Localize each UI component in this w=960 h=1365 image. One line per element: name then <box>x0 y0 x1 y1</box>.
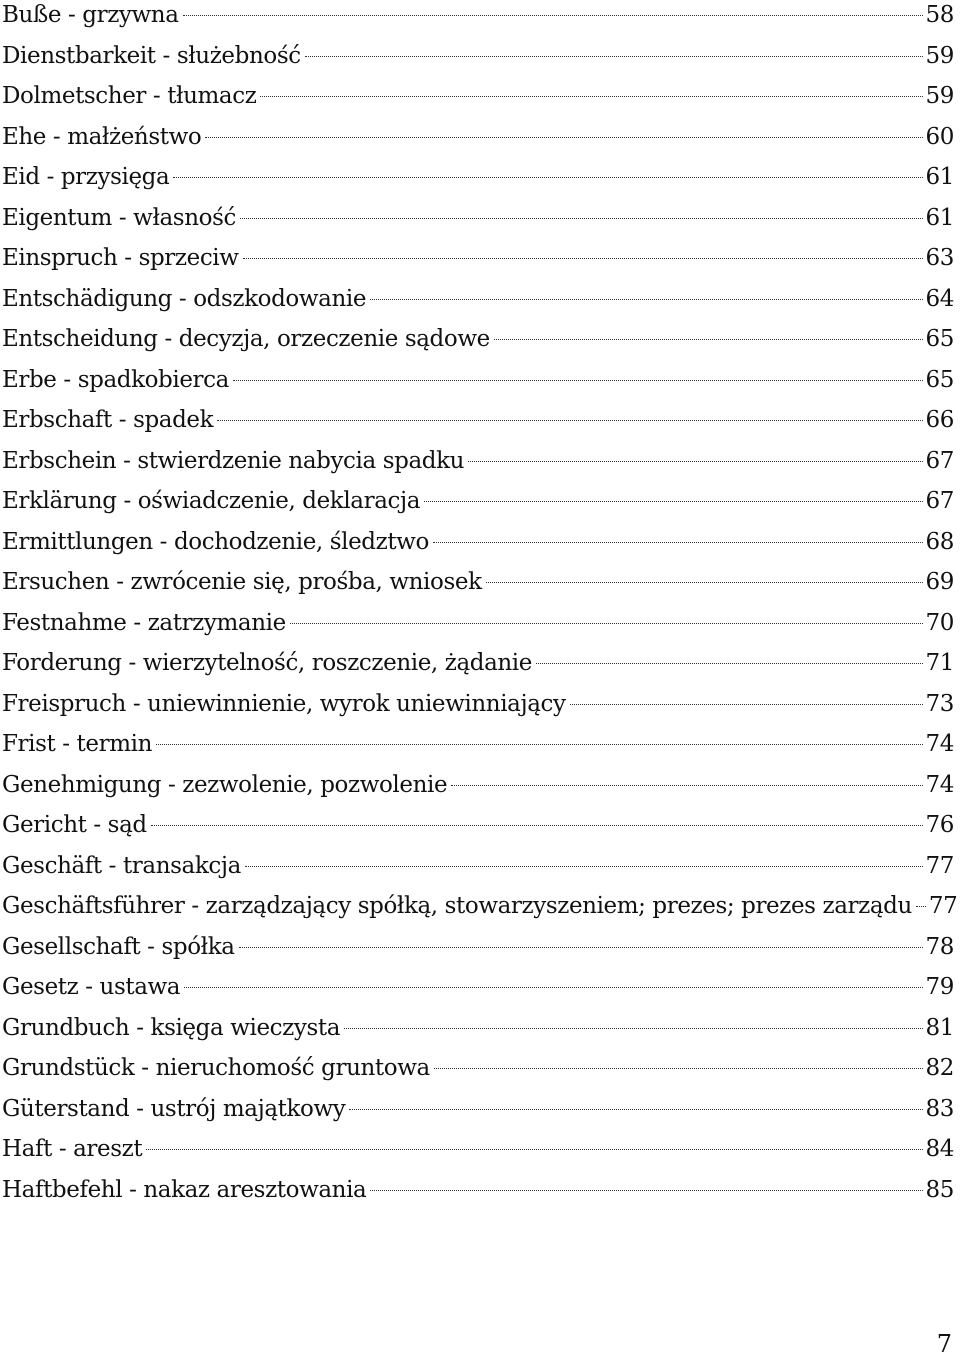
toc-term: Gesellschaft - spółka <box>2 933 235 960</box>
toc-page-number: 65 <box>925 326 954 352</box>
dot-leader <box>305 56 923 57</box>
toc-page-number: 58 <box>925 2 954 28</box>
dot-leader <box>184 987 922 988</box>
toc-entry <box>2 324 954 365</box>
toc-entry <box>2 365 954 406</box>
toc-page-number: 65 <box>925 366 954 393</box>
toc-term: Grundbuch - księga wieczysta <box>2 1014 341 1041</box>
dot-leader <box>424 501 922 502</box>
toc-entry <box>2 689 954 730</box>
dot-leader <box>243 258 923 259</box>
toc-entry <box>2 932 954 973</box>
toc-page-number: 77 <box>928 893 958 919</box>
toc-entry <box>2 1175 954 1216</box>
page-footer-number: 7 <box>936 1330 952 1358</box>
toc-page-number: 67 <box>925 488 954 514</box>
toc-term: Entschädigung - odszkodowanie <box>2 285 367 312</box>
toc-entry <box>2 122 954 163</box>
toc-page-number: 74 <box>925 771 954 798</box>
toc-term: Forderung - wierzytelność, roszczenie, żądanie <box>2 650 532 676</box>
toc-term: Frist - termin <box>2 731 152 757</box>
toc-term: Eid - przysięga <box>2 164 170 190</box>
toc-term: Dolmetscher - tłumacz <box>2 83 257 109</box>
toc-term: Ersuchen - zwrócenie się, prośba, wniosek <box>2 569 482 595</box>
toc-term: Erbschein - stwierdzenie nabycia spadku <box>2 447 465 474</box>
dot-leader <box>245 866 923 867</box>
toc-page-number: 77 <box>925 852 954 879</box>
dot-leader <box>370 1190 922 1191</box>
toc-entry <box>2 1094 954 1135</box>
toc-term: Ermittlungen - dochodzenie, śledztwo <box>2 528 429 555</box>
toc-page-number: 61 <box>925 204 954 231</box>
dot-leader <box>217 420 922 421</box>
toc-term: Gesetz - ustawa <box>2 974 181 1000</box>
dot-leader <box>183 15 923 16</box>
dot-leader <box>536 663 923 664</box>
dot-leader <box>486 582 923 583</box>
toc-entry <box>2 729 954 770</box>
dot-leader <box>344 1028 923 1029</box>
toc-entry <box>2 891 958 932</box>
toc-term: Güterstand - ustrój majątkowy <box>2 1095 346 1122</box>
toc-page-number: 67 <box>925 447 954 474</box>
toc-entry <box>2 810 954 851</box>
dot-leader <box>349 1109 922 1110</box>
toc-term: Gericht - sąd <box>2 812 147 838</box>
toc-page-number: 84 <box>925 1136 954 1162</box>
toc-entry <box>2 1013 954 1054</box>
toc-entry <box>2 81 954 122</box>
dot-leader <box>233 380 923 381</box>
dot-leader <box>156 744 923 745</box>
toc-page-number: 70 <box>925 609 954 636</box>
toc-page-number: 74 <box>925 731 954 757</box>
dot-leader <box>570 704 923 705</box>
toc-term: Erbe - spadkobierca <box>2 366 229 393</box>
dot-leader <box>240 218 923 219</box>
toc-entry <box>2 1053 954 1094</box>
toc-page-number: 59 <box>925 83 954 109</box>
toc-entry <box>2 1134 954 1175</box>
toc-term: Dienstbarkeit - służebność <box>2 42 301 69</box>
toc-term: Haftbefehl - nakaz aresztowania <box>2 1176 367 1203</box>
dot-leader <box>494 339 923 340</box>
toc-entry <box>2 162 954 203</box>
toc-entry <box>2 851 954 892</box>
toc-term: Haft - areszt <box>2 1136 143 1162</box>
toc-page-number: 60 <box>925 123 954 150</box>
dot-leader <box>916 906 926 907</box>
toc-entry <box>2 648 954 689</box>
toc-term: Genehmigung - zezwolenie, pozwolenie <box>2 771 448 798</box>
toc-page-number: 71 <box>925 650 954 676</box>
toc-term: Ehe - małżeństwo <box>2 123 202 150</box>
toc-term: Eigentum - własność <box>2 204 236 231</box>
dot-leader <box>146 1149 922 1150</box>
toc-page-number: 85 <box>925 1176 954 1203</box>
dot-leader <box>151 825 923 826</box>
toc-page-number: 82 <box>925 1055 954 1081</box>
toc-entry <box>2 203 954 244</box>
toc-entry <box>2 486 954 527</box>
dot-leader <box>433 542 923 543</box>
toc-entry <box>2 243 954 284</box>
toc-page-number: 66 <box>925 407 954 433</box>
toc-page-number: 63 <box>925 245 954 271</box>
toc-entry <box>2 770 954 811</box>
toc-entry <box>2 284 954 325</box>
toc-term: Erbschaft - spadek <box>2 407 214 433</box>
dot-leader <box>290 623 923 624</box>
table-of-contents <box>2 0 958 1215</box>
dot-leader <box>205 137 922 138</box>
toc-entry <box>2 0 954 41</box>
toc-term: Einspruch - sprzeciw <box>2 245 239 271</box>
dot-leader <box>434 1068 923 1069</box>
toc-page-number: 64 <box>925 285 954 312</box>
toc-term: Festnahme - zatrzymanie <box>2 609 286 636</box>
toc-term: Geschäft - transakcja <box>2 852 241 879</box>
toc-entry <box>2 41 954 82</box>
toc-entry <box>2 446 954 487</box>
toc-page-number: 81 <box>925 1014 954 1041</box>
toc-term: Grundstück - nieruchomość gruntowa <box>2 1055 430 1081</box>
toc-page-number: 83 <box>925 1095 954 1122</box>
toc-entry <box>2 527 954 568</box>
toc-page-number: 69 <box>925 569 954 595</box>
toc-term: Erklärung - oświadczenie, deklaracja <box>2 488 421 514</box>
toc-entry <box>2 405 954 446</box>
toc-page-number: 68 <box>925 528 954 555</box>
toc-term: Geschäftsführer - zarządzający spółką, stowarzyszeniem; prezes; prezes zarządu <box>2 893 912 919</box>
toc-term: Entscheidung - decyzja, orzeczenie sądowe <box>2 326 490 352</box>
toc-term: Freispruch - uniewinnienie, wyrok uniewinniający <box>2 690 566 717</box>
dot-leader <box>260 96 922 97</box>
toc-term: Buße - grzywna <box>2 2 179 28</box>
toc-entry <box>2 567 954 608</box>
toc-entry <box>2 608 954 649</box>
toc-entry <box>2 972 954 1013</box>
toc-page-number: 79 <box>925 974 954 1000</box>
toc-page-number: 59 <box>925 42 954 69</box>
dot-leader <box>451 785 922 786</box>
dot-leader <box>173 177 922 178</box>
toc-page-number: 78 <box>925 933 954 960</box>
toc-page-number: 73 <box>925 690 954 717</box>
dot-leader <box>239 947 923 948</box>
toc-page-number: 76 <box>925 812 954 838</box>
dot-leader <box>468 461 922 462</box>
toc-page-number: 61 <box>925 164 954 190</box>
dot-leader <box>370 299 923 300</box>
